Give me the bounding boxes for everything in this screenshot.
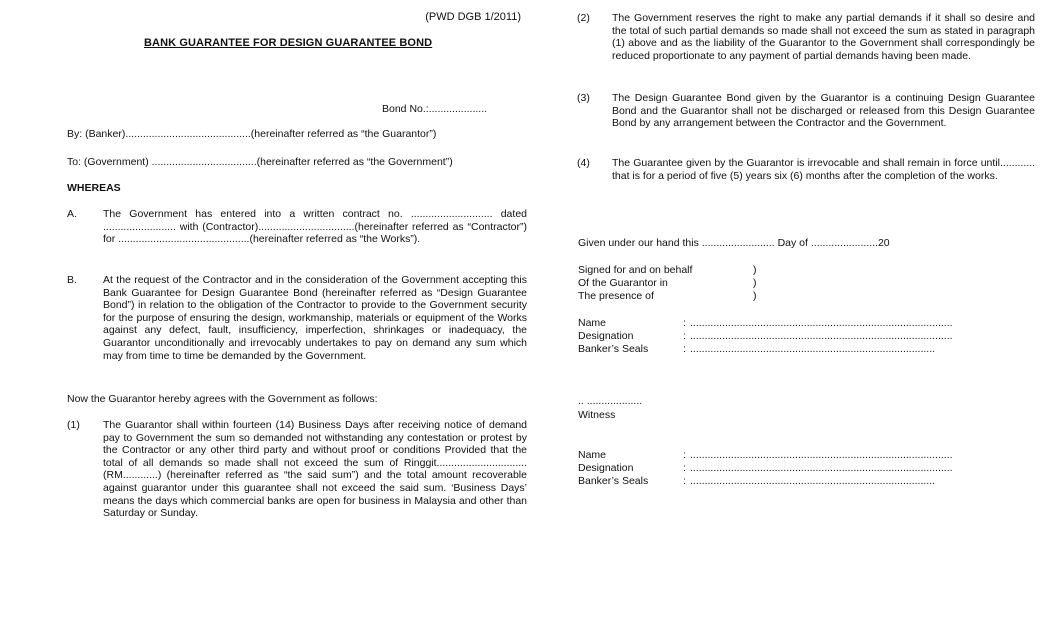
document-left-page [62,0,548,617]
colon: : [683,317,686,329]
clause-4-number: (4) [577,157,590,169]
recital-b-text: At the request of the Contractor and in the consideration of the Government accepting this Bank Guarantee for Design Guarantee Bond (hereinafter referred as “Design Guarantee Bond”) in relation to the obligation of the Contractor to provide to the Government security for the purpose of ensuring the design, workmanship, materials or equipment of the Works against any defect, fault, insufficiency, imperfection, shrinkages or inadequacy, the Guarantor unconditionally and irrevocably undertakes to pay on demand any sum which may from time to time be demanded by the Government. [103,274,527,362]
bankers-seals-label: Banker’s Seals [578,475,649,487]
clause-2 [577,12,1035,62]
clause-3-number: (3) [577,92,590,104]
clause-3 [577,92,1035,130]
document-right-page [575,0,1041,617]
clause-4-text: The Guarantee given by the Guarantor is irrevocable and shall remain in force until............ that is for a period of five (5) years six (6) months after the completion of the works. [612,157,1035,182]
recital-a [67,208,527,246]
designation-blank: .......................................................................................... [690,330,953,342]
clause-3-text: The Design Guarantee Bond given by the Guarantor is a continuing Design Guarantee Bond and the Guarantor shall not be discharged or released from this Design Guarantee Bond by any arrangement between the Contractor and the Government. [612,92,1035,130]
clause-1 [67,419,527,520]
witness-designation-row [578,462,978,475]
whereas-heading: WHEREAS [67,182,121,194]
given-under-hand-line: Given under our hand this ......................... Day of .......................20 [578,237,890,249]
banker-line: By: (Banker)...........................................(hereinafter referred as “the Guarantor”) [67,128,437,140]
signed-on-behalf-block [578,264,757,303]
brace-3: ) [753,290,757,302]
signatory-designation-row [578,330,978,343]
colon: : [683,449,686,461]
signed-line-1: Signed for and on behalf [578,264,693,276]
guarantor-signatory-details [578,317,978,356]
recital-b-number: B. [67,274,77,286]
witness-label: Witness [578,409,616,421]
signatory-seals-row [578,343,978,356]
bankers-seals-blank: .................................................................................... [690,475,936,487]
government-line: To: (Government) ....................................(hereinafter referred as “the Government”) [67,156,453,168]
name-blank: .......................................................................................... [690,449,953,461]
colon: : [683,475,686,487]
signatory-name-row [578,317,978,330]
recital-b [67,274,527,362]
name-blank: .......................................................................................... [690,317,953,329]
clause-4 [577,157,1035,182]
clause-1-text: The Guarantor shall within fourteen (14) Business Days after receiving notice of demand pay to Government the sum so demanded not withstanding any contestation or protest by the Contractor or any other third party and without proof or conditions Provided that the total of all demands so made shall not exceed the sum of Ringgit............................... (RM............) (hereinafter referred as “the said sum”) and the total amount recoverable against guarantor under this guarantee shall not exceed the said sum. ‘Business Days’ means the days which commercial banks are open for business in Malaysia and other than Saturday or Sunday. [103,419,527,520]
designation-label: Designation [578,330,634,342]
document-title: BANK GUARANTEE FOR DESIGN GUARANTEE BOND [144,37,433,49]
witness-seals-row [578,475,978,488]
colon: : [683,462,686,474]
brace-2: ) [753,277,757,289]
clause-1-number: (1) [67,419,80,431]
recital-a-number: A. [67,208,77,220]
colon: : [683,343,686,355]
witness-details [578,449,978,488]
name-label: Name [578,449,607,461]
signed-line-2: Of the Guarantor in [578,277,668,289]
designation-label: Designation [578,462,634,474]
document-reference: (PWD DGB 1/2011) [425,11,521,23]
clause-2-number: (2) [577,12,590,24]
bond-number-line: Bond No.:.................... [382,103,488,115]
signed-line-3: The presence of [578,290,654,302]
recital-a-text: The Government has entered into a written contract no. ............................ dated ......................... with (Contractor).................................(hereinafter referred as “Contractor”) for .............................................(hereinafter referred as “the Works”). [103,208,527,246]
witness-signature-blank: .. ................... [578,395,643,407]
brace-1: ) [753,264,757,276]
name-label: Name [578,317,607,329]
clause-2-text: The Government reserves the right to make any partial demands if it shall so desire and the total of such partial demands so made shall not exceed the sum as stated in paragraph (1) above and as the liability of the Guarantor to the Government shall correspondingly be reduced proportionate to any payment of partial demands having been made. [612,12,1035,62]
designation-blank: .......................................................................................... [690,462,953,474]
colon: : [683,330,686,342]
agreement-intro: Now the Guarantor hereby agrees with the Government as follows: [67,393,378,405]
bankers-seals-blank: .................................................................................... [690,343,936,355]
bankers-seals-label: Banker’s Seals [578,343,649,355]
witness-name-row [578,449,978,462]
